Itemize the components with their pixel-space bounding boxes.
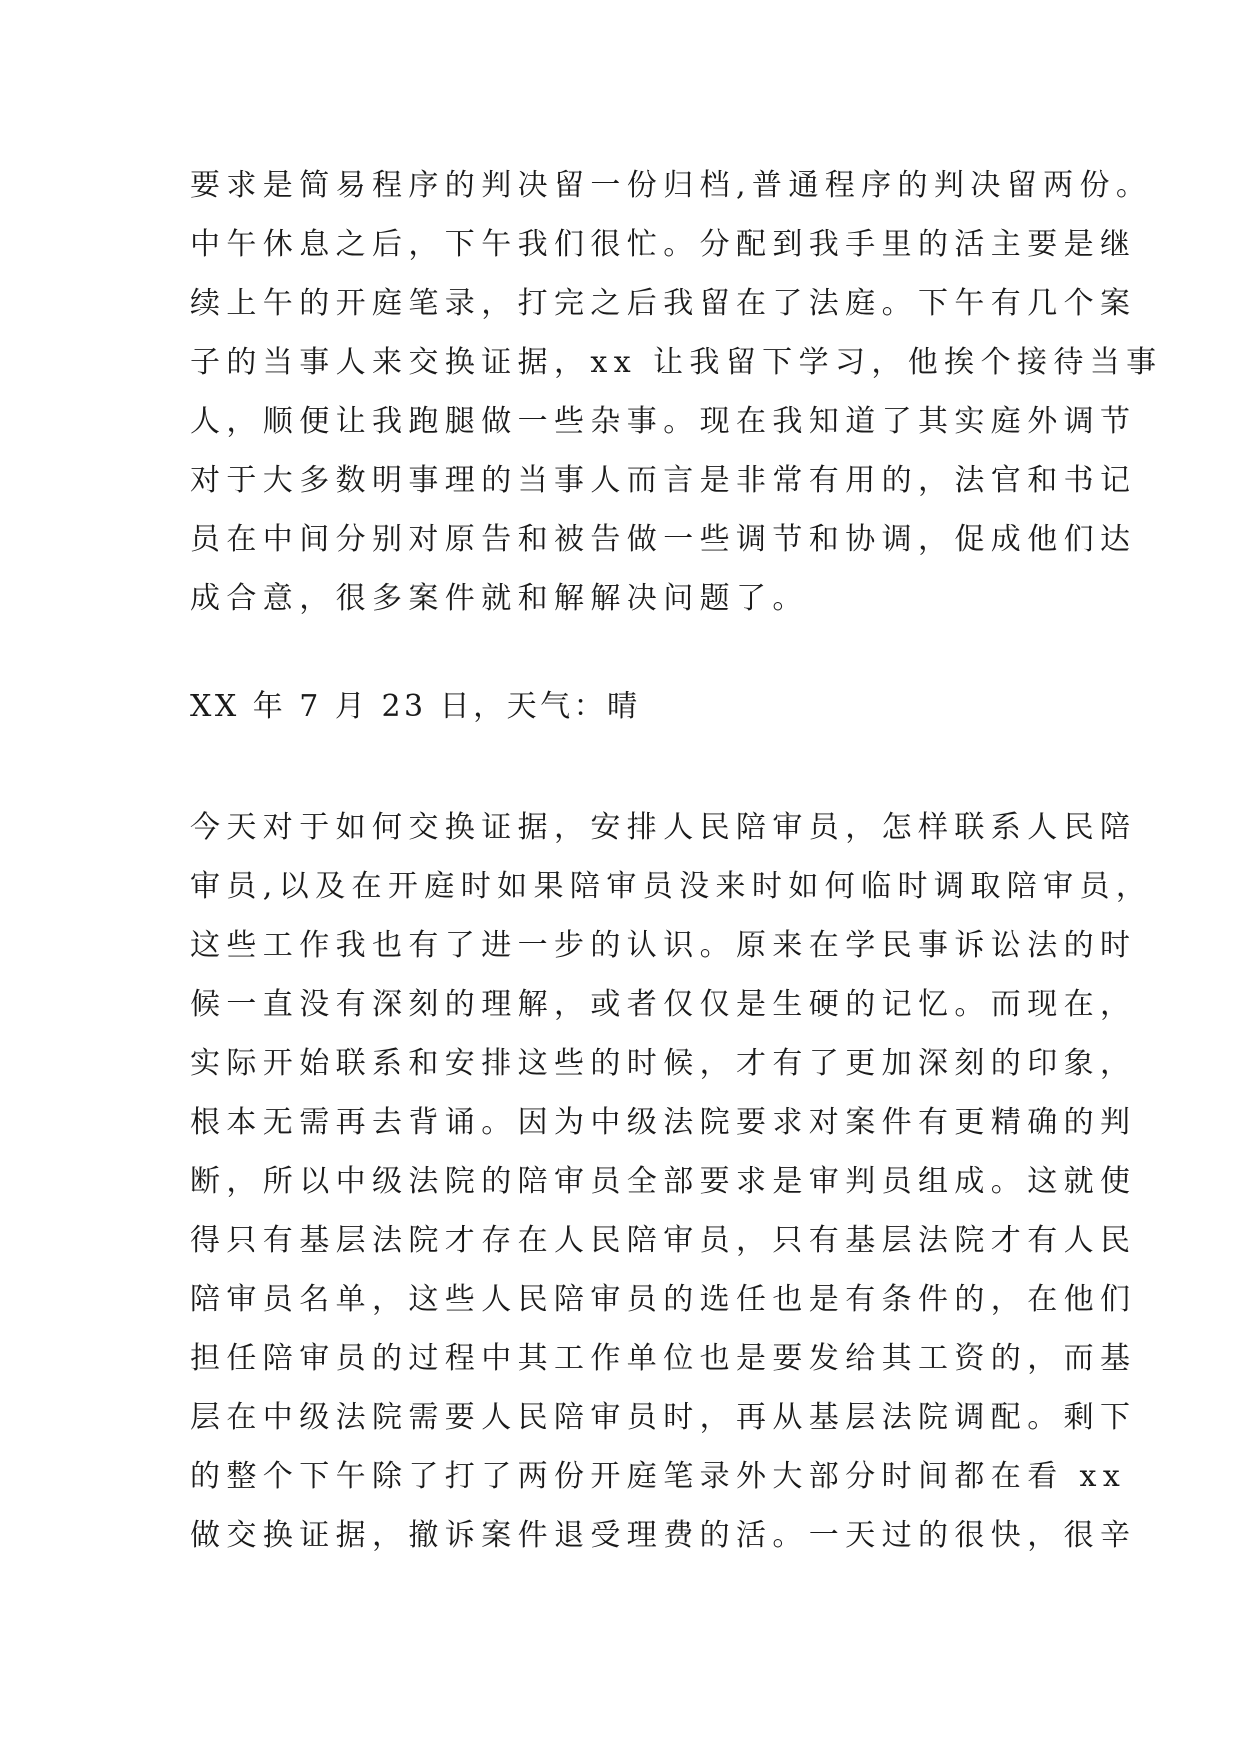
text-line: 层在中级法院需要人民陪审员时，再从基层法院调配。剩下 xyxy=(190,1400,1137,1435)
text-line: 今天对于如何交换证据，安排人民陪审员，怎样联系人民陪 xyxy=(190,810,1137,845)
text-line: 根本无需再去背诵。因为中级法院要求对案件有更精确的判 xyxy=(190,1105,1137,1140)
text-line: 这些工作我也有了进一步的认识。原来在学民事诉讼法的时 xyxy=(190,928,1137,963)
date-weather-line: XX 年 7 月 23 日，天气：晴 xyxy=(190,689,641,724)
text-line: 陪审员名单，这些人民陪审员的选任也是有条件的，在他们 xyxy=(190,1282,1137,1317)
text-line: 人，顺便让我跑腿做一些杂事。现在我知道了其实庭外调节 xyxy=(190,404,1137,439)
text-line: 断，所以中级法院的陪审员全部要求是审判员组成。这就使 xyxy=(190,1164,1137,1199)
text-line: 候一直没有深刻的理解，或者仅仅是生硬的记忆。而现在， xyxy=(190,987,1137,1022)
text-line: 员在中间分别对原告和被告做一些调节和协调，促成他们达 xyxy=(190,522,1137,557)
text-line: 担任陪审员的过程中其工作单位也是要发给其工资的，而基 xyxy=(190,1341,1137,1376)
text-line: 做交换证据，撤诉案件退受理费的活。一天过的很快，很辛 xyxy=(190,1518,1137,1553)
text-line: 得只有基层法院才存在人民陪审员，只有基层法院才有人民 xyxy=(190,1223,1137,1258)
text-line: 审员,以及在开庭时如果陪审员没来时如何临时调取陪审员， xyxy=(190,869,1153,904)
text-line: 成合意，很多案件就和解解决问题了。 xyxy=(190,581,809,616)
text-line: 的整个下午除了打了两份开庭笔录外大部分时间都在看 xx xyxy=(190,1459,1127,1494)
text-line: 对于大多数明事理的当事人而言是非常有用的，法官和书记 xyxy=(190,463,1137,498)
text-line: 要求是简易程序的判决留一份归档,普通程序的判决留两份。 xyxy=(190,168,1153,203)
text-line: 续上午的开庭笔录，打完之后我留在了法庭。下午有几个案 xyxy=(190,286,1137,321)
text-line: 子的当事人来交换证据，xx 让我留下学习，他挨个接待当事 xyxy=(190,345,1163,380)
date-heading xyxy=(190,677,1090,736)
paragraph-court-afternoon xyxy=(190,156,1163,628)
text-line: 中午休息之后，下午我们很忙。分配到我手里的活主要是继 xyxy=(190,227,1137,262)
text-line: 实际开始联系和安排这些的时候，才有了更加深刻的印象， xyxy=(190,1046,1137,1081)
paragraph-jurors xyxy=(190,798,1153,1565)
